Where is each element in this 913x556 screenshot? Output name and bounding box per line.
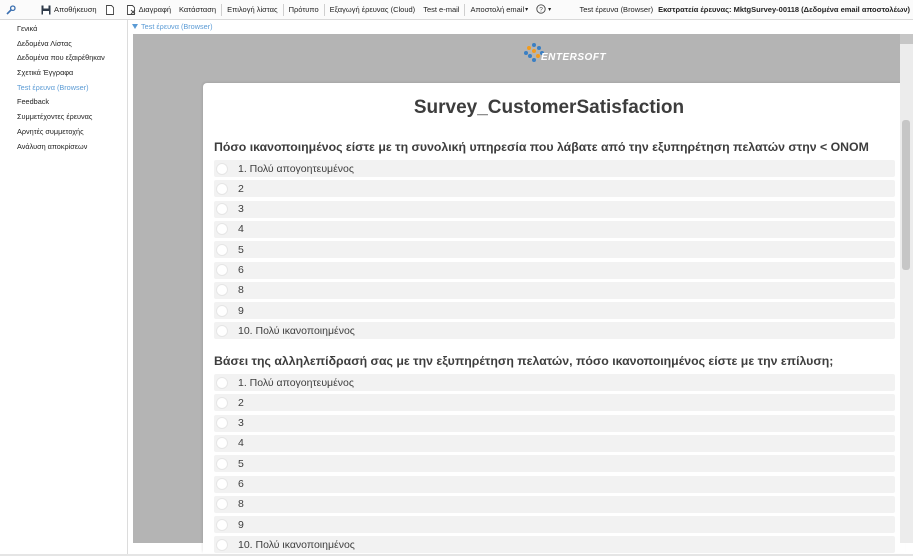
toolbar-divider bbox=[324, 4, 325, 16]
entersoft-logo bbox=[523, 42, 633, 68]
radio-button[interactable] bbox=[216, 417, 228, 429]
sidebar-item-excluded-data[interactable]: Δεδομένα που εξαιρέθηκαν bbox=[17, 53, 105, 63]
radio-button[interactable] bbox=[216, 244, 228, 256]
radio-button[interactable] bbox=[216, 203, 228, 215]
radio-button[interactable] bbox=[216, 437, 228, 449]
sidebar-item-response-analysis[interactable]: Ανάλυση αποκρίσεων bbox=[17, 141, 88, 151]
help-dropdown[interactable] bbox=[532, 0, 555, 20]
toolbar-divider bbox=[221, 4, 222, 16]
radio-button[interactable] bbox=[216, 284, 228, 296]
save-label: Αποθήκευση bbox=[54, 5, 97, 14]
option-q2-5[interactable] bbox=[214, 455, 895, 472]
option-q1-3[interactable] bbox=[214, 201, 895, 218]
vertical-scrollbar[interactable] bbox=[900, 34, 913, 543]
logo-text: ENTERSOFT bbox=[541, 52, 607, 63]
test-email-label: Test e-mail bbox=[423, 5, 460, 14]
option-label: 8 bbox=[238, 284, 244, 297]
option-label: 2 bbox=[238, 396, 244, 409]
section-header[interactable] bbox=[132, 22, 213, 31]
toolbar-divider bbox=[464, 4, 465, 16]
campaign-title: Εκστρατεία έρευνας: MktgSurvey-00118 (Δεδομένα email αποστολέων) bbox=[658, 5, 910, 14]
wrench-icon bbox=[6, 5, 16, 15]
radio-button[interactable] bbox=[216, 223, 228, 235]
option-label: 6 bbox=[238, 478, 244, 490]
radio-button[interactable] bbox=[216, 163, 228, 175]
sidebar-item-list-data[interactable]: Δεδομένα Λίστας bbox=[17, 38, 72, 48]
help-icon bbox=[536, 4, 546, 16]
option-q1-4[interactable] bbox=[214, 221, 895, 238]
sidebar-item-general[interactable]: Γενικά bbox=[17, 24, 38, 33]
option-q1-10[interactable] bbox=[214, 322, 895, 339]
svg-text:?: ? bbox=[539, 5, 543, 13]
option-label: 8 bbox=[238, 498, 244, 511]
test-email-button[interactable] bbox=[419, 0, 463, 20]
template-label: Πρότυπο bbox=[288, 5, 319, 14]
test-browser-link[interactable]: Test έρευνα (Browser) bbox=[579, 5, 654, 14]
survey-title: Survey_CustomerSatisfaction bbox=[413, 97, 685, 118]
sidebar-item-feedback[interactable]: Feedback bbox=[17, 97, 50, 107]
option-label: 1. Πολύ απογοητευμένος bbox=[238, 162, 354, 175]
option-q2-2[interactable] bbox=[214, 394, 895, 411]
radio-button[interactable] bbox=[216, 305, 228, 317]
toolbar bbox=[0, 0, 913, 20]
list-select-button[interactable] bbox=[223, 0, 282, 20]
radio-button[interactable] bbox=[216, 183, 228, 195]
sidebar-item-opt-outs[interactable]: Αρνητές συμμετοχής bbox=[17, 126, 84, 136]
radio-button[interactable] bbox=[216, 377, 228, 389]
send-email-dropdown[interactable] bbox=[466, 0, 532, 20]
save-button[interactable] bbox=[37, 0, 101, 20]
option-q1-5[interactable] bbox=[214, 241, 895, 258]
browser-viewer[interactable] bbox=[133, 34, 905, 551]
caret-down-icon: ▾ bbox=[525, 7, 529, 13]
option-label: 1. Πολύ απογοητευμένος bbox=[238, 376, 354, 389]
option-q2-8[interactable] bbox=[214, 496, 895, 513]
option-label: 2 bbox=[238, 182, 244, 195]
option-q2-4[interactable] bbox=[214, 435, 895, 452]
option-label: 10. Πολύ ικανοποιημένος bbox=[238, 324, 355, 337]
option-label: 4 bbox=[238, 437, 244, 450]
new-document-icon bbox=[105, 5, 115, 15]
radio-button[interactable] bbox=[216, 264, 228, 276]
delete-document-icon bbox=[126, 5, 136, 15]
radio-button[interactable] bbox=[216, 519, 228, 531]
sidebar bbox=[0, 20, 128, 554]
option-label: 6 bbox=[238, 264, 244, 276]
option-label: 9 bbox=[238, 518, 244, 531]
option-q1-6[interactable] bbox=[214, 262, 895, 279]
question-1: Πόσο ικανοποιημένος είστε με τη συνολική υπηρεσία που λάβατε από την εξυπηρέτηση πελατών στην < ONOM bbox=[214, 140, 869, 154]
option-q2-10[interactable] bbox=[214, 536, 895, 553]
toolbar-divider bbox=[283, 4, 284, 16]
radio-button[interactable] bbox=[216, 397, 228, 409]
question-2: Βάσει της αλληλεπίδρασή σας με την εξυπηρέτηση πελατών, πόσο ικανοποιημένος είστε με την επίλυση; bbox=[214, 354, 834, 368]
sidebar-item-test-browser[interactable]: Test έρευνα (Browser) bbox=[17, 82, 89, 92]
option-q1-8[interactable] bbox=[214, 282, 895, 299]
delete-button[interactable] bbox=[122, 0, 175, 20]
delete-label: Διαγραφή bbox=[138, 5, 171, 14]
status-button[interactable] bbox=[175, 0, 220, 20]
option-label: 4 bbox=[238, 223, 244, 236]
send-email-label: Αποστολή email bbox=[470, 5, 525, 14]
option-q2-3[interactable] bbox=[214, 415, 895, 432]
caret-down-icon: ▾ bbox=[548, 7, 552, 13]
option-q1-9[interactable] bbox=[214, 302, 895, 319]
radio-button[interactable] bbox=[216, 539, 228, 551]
option-label: 3 bbox=[238, 203, 244, 216]
option-label: 5 bbox=[238, 243, 244, 256]
export-cloud-button[interactable] bbox=[326, 0, 420, 20]
scrollbar-top-cap bbox=[900, 34, 913, 44]
list-select-label: Επιλογή λίστας bbox=[227, 5, 278, 14]
template-button[interactable] bbox=[285, 0, 323, 20]
survey-page bbox=[203, 83, 905, 553]
radio-button[interactable] bbox=[216, 325, 228, 337]
scrollbar-thumb[interactable] bbox=[902, 120, 910, 270]
status-label: Κατάσταση bbox=[179, 5, 217, 14]
option-label: 5 bbox=[238, 457, 244, 470]
option-label: 10. Πολύ ικανοποιημένος bbox=[238, 538, 355, 551]
option-label: 3 bbox=[238, 417, 244, 430]
sidebar-item-participants[interactable]: Συμμετέχοντες έρευνας bbox=[17, 112, 93, 122]
option-q1-1[interactable] bbox=[214, 160, 895, 177]
option-label: 9 bbox=[238, 304, 244, 317]
sidebar-item-related-documents[interactable]: Σχετικά Έγγραφα bbox=[17, 68, 74, 78]
radio-button[interactable] bbox=[216, 478, 228, 490]
radio-button[interactable] bbox=[216, 458, 228, 470]
option-q1-2[interactable] bbox=[214, 180, 895, 197]
save-icon bbox=[41, 5, 51, 15]
export-cloud-label: Εξαγωγή έρευνας (Cloud) bbox=[329, 5, 416, 14]
wrench-button[interactable] bbox=[0, 0, 23, 20]
section-header-label: Test έρευνα (Browser) bbox=[141, 22, 213, 31]
main-panel bbox=[128, 20, 913, 554]
option-q2-9[interactable] bbox=[214, 516, 895, 533]
option-q2-1[interactable] bbox=[214, 374, 895, 391]
radio-button[interactable] bbox=[216, 498, 228, 510]
new-document-button[interactable] bbox=[101, 0, 122, 20]
option-q2-6[interactable] bbox=[214, 476, 895, 493]
collapse-arrow-icon bbox=[132, 24, 138, 29]
logo-band bbox=[133, 34, 895, 83]
